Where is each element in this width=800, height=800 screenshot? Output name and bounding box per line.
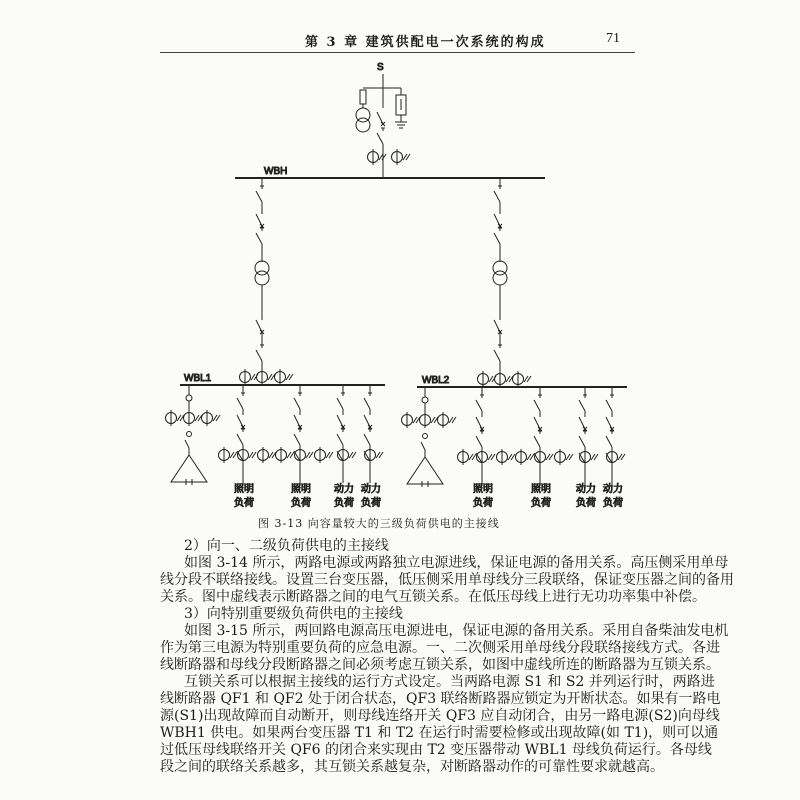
text-line: 2）向一、二级负荷供电的主接线	[184, 538, 389, 554]
breaker-blade	[294, 415, 300, 427]
disconnector-blade	[476, 436, 482, 447]
figure-caption: 图 3-13 向容量较大的三级负荷供电的主接线	[258, 517, 500, 530]
lv-bus1-label: WBL1	[184, 373, 212, 384]
disconnector-blade	[606, 400, 612, 411]
fuse-icon	[186, 395, 192, 401]
disconnector-blade	[364, 398, 370, 409]
text-line: 线断路器 QF1 和 QF2 处于闭合状态，QF3 联络断路器应锁定为开断状态。如果有一路电	[160, 691, 721, 707]
disconnector-blade	[494, 191, 500, 202]
disconnector-blade	[377, 133, 383, 144]
load-label: 负荷	[603, 498, 623, 509]
text-line: 源(S1)出现故障而自动断开，则母线连络开关 QF3 应自动闭合，由另一路电源(S2)向母线	[160, 708, 720, 724]
text-line: 3）向特别重要级负荷供电的主接线	[184, 606, 403, 622]
breaker-blade	[377, 112, 383, 124]
transformer-icon	[356, 118, 370, 132]
breaker-blade	[256, 320, 262, 332]
disconnector-blade	[256, 233, 262, 244]
source-label: S	[377, 62, 384, 73]
fuse-icon	[422, 397, 428, 403]
load-label: 照明	[531, 484, 551, 495]
load-label: 动力	[603, 484, 623, 495]
breaker-blade	[606, 417, 612, 429]
load-label: 负荷	[334, 498, 354, 509]
disconnector-blade	[364, 434, 370, 445]
disconnector-blade	[421, 442, 425, 450]
text-line: 作为第三电源为特别重要负荷的应急电源。一、二次侧采用单母线分段联络接线方式。各进	[160, 640, 720, 656]
text-line: WBH1 供电。如果两台变压器 T1 和 T2 在运行时需要检修或出现故障(如 T1)，则可以通	[160, 725, 719, 741]
load-label: 照明	[291, 484, 311, 495]
text-line: 如图 3-15 所示，两回路电源高压电源进电，保证电源的备用关系。采用自备柴油发电机	[184, 623, 729, 639]
breaker-blade	[337, 415, 343, 427]
text-line: 过低压母线联络开关 QF6 的闭合来实现由 T2 变压器带动 WBL1 母线负荷运行。各母线	[160, 742, 712, 758]
disconnector-blade	[256, 191, 262, 202]
load-label: 照明	[473, 484, 493, 495]
text-line: 关系。图中虚线表示断路器之间的电气互锁关系。在低压母线上进行无功功率集中补偿。	[160, 589, 706, 605]
text-line: 如图 3-14 所示，两路电源或两路独立电源进线，保证电源的备用关系。高压侧采用单母	[184, 555, 729, 571]
capacitor-bank-icon	[407, 457, 443, 484]
disconnector-blade	[579, 400, 585, 411]
text-line: 互锁关系可以根据主接线的运行方式设定。当两路电源 S1 和 S2 并列运行时，两路进	[184, 674, 715, 690]
load-label: 动力	[361, 484, 381, 495]
text-line: 线断路器和母线分段断路器之间必须考虑互锁关系，如图中虚线所连的断路器为互锁关系。	[160, 657, 720, 673]
disconnector-blade	[494, 350, 500, 361]
capacitor-bank-icon	[171, 455, 207, 482]
disconnector-blade	[337, 398, 343, 409]
breaker-blade	[579, 417, 585, 429]
breaker-blade	[534, 417, 540, 429]
disconnector-blade	[294, 434, 300, 445]
text-line: 线分段不联络接线。设置三台变压器，低压侧采用单母线分三段联络，保证变压器之间的备用	[160, 572, 734, 588]
breaker-blade	[237, 415, 243, 427]
fuse-icon	[423, 434, 428, 439]
breaker-blade	[364, 415, 370, 427]
load-label: 负荷	[576, 498, 596, 509]
disconnector-blade	[337, 434, 343, 445]
breaker-blade	[494, 214, 500, 226]
disconnector-blade	[185, 440, 189, 448]
disconnector-blade	[476, 400, 482, 411]
disconnector-blade	[294, 398, 300, 409]
disconnector-blade	[237, 434, 243, 445]
load-label: 负荷	[473, 498, 493, 509]
disconnector-blade	[606, 436, 612, 447]
load-label: 负荷	[291, 498, 311, 509]
load-label: 负荷	[531, 498, 551, 509]
load-label: 动力	[576, 484, 596, 495]
disconnector-blade	[534, 436, 540, 447]
breaker-blade	[476, 417, 482, 429]
disconnector-blade	[494, 233, 500, 244]
breaker-blade	[256, 214, 262, 226]
hv-bus-label: WBH	[264, 166, 288, 177]
fuse-icon	[360, 90, 366, 104]
running-header-title: 第 3 章 建筑供配电一次系统的构成	[305, 35, 546, 50]
breaker-blade	[494, 320, 500, 332]
fuse-icon	[187, 432, 192, 437]
load-label: 负荷	[361, 498, 381, 509]
text-line: 段之间的联络关系越多，其互锁关系越复杂，对断路器动作的可靠性要求就越高。	[160, 759, 664, 775]
disconnector-blade	[237, 398, 243, 409]
transformer-icon	[493, 271, 507, 285]
disconnector-blade	[256, 350, 262, 361]
load-label: 动力	[334, 484, 354, 495]
load-label: 照明	[234, 484, 254, 495]
disconnector-blade	[534, 400, 540, 411]
load-label: 负荷	[234, 498, 254, 509]
disconnector-blade	[579, 436, 585, 447]
transformer-icon	[255, 271, 269, 285]
page-number: 71	[606, 31, 620, 46]
lv-bus2-label: WBL2	[422, 375, 450, 386]
